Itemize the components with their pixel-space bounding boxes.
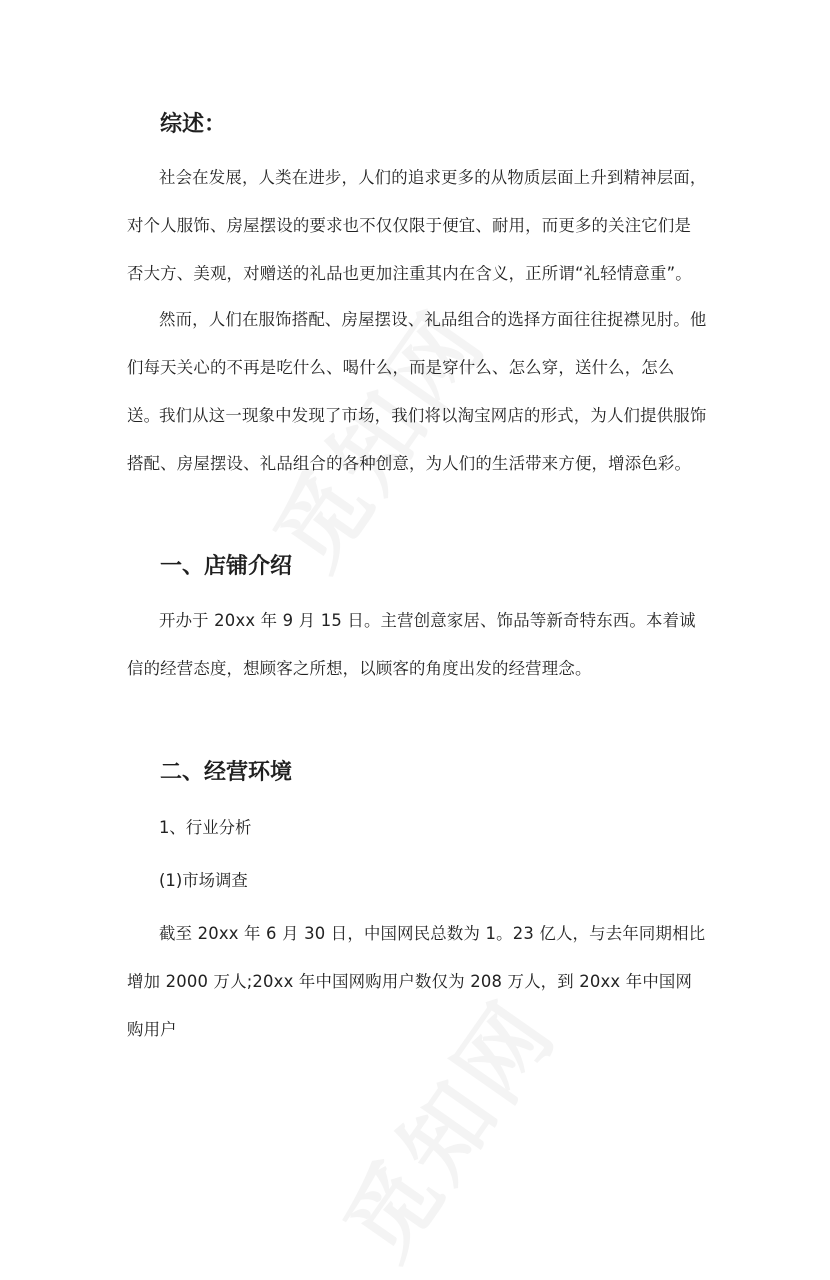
section1-heading: 一、店铺介绍 — [160, 554, 293, 579]
industry-analysis-subheading: 1、行业分析 — [159, 818, 252, 837]
market-survey-subheading: (1)市场调查 — [159, 871, 248, 890]
summary-paragraph-3: 我们从这一现象中发现了市场，我们将以淘宝网店的形式，为人们提供服饰搭配、房屋摆设、礼品组合的各种创意，为人们的生活带来方便，增添色彩。 — [127, 406, 707, 473]
section2-paragraph: 截至 20xx 年 6 月 30 日，中国网民总数为 1。23 亿人，与去年同期相比增加 2000 万人;20xx 年中国网购用户数仅为 208 万人，到 20xx 年中国网购用户 — [127, 924, 706, 1039]
section2-heading: 二、经营环境 — [160, 760, 293, 785]
summary-paragraph-1: 社会在发展，人类在进步，人们的追求更多的从物质层面上升到精神层面，对个人服饰、房屋摆设的要求也不仅仅限于便宜、耐用，而更多的关注它们是否大方、美观，对赠送的礼品也更加注重其内在含义，正所谓“礼轻情意重”。 — [127, 168, 707, 283]
section1-paragraph: 开办于 20xx 年 9 月 15 日。主营创意家居、饰品等新奇特东西。本着诚信的经营态度，想顾客之所想，以顾客的角度出发的经营理念。 — [127, 611, 696, 678]
summary-paragraph-2: 然而，人们在服饰搭配、房屋摆设、礼品组合的选择方面往往捉襟见肘。他们每天关心的不再是吃什么、喝什么，而是穿什么、怎么穿，送什么，怎么送。 — [127, 310, 707, 425]
summary-heading: 综述： — [160, 112, 227, 137]
